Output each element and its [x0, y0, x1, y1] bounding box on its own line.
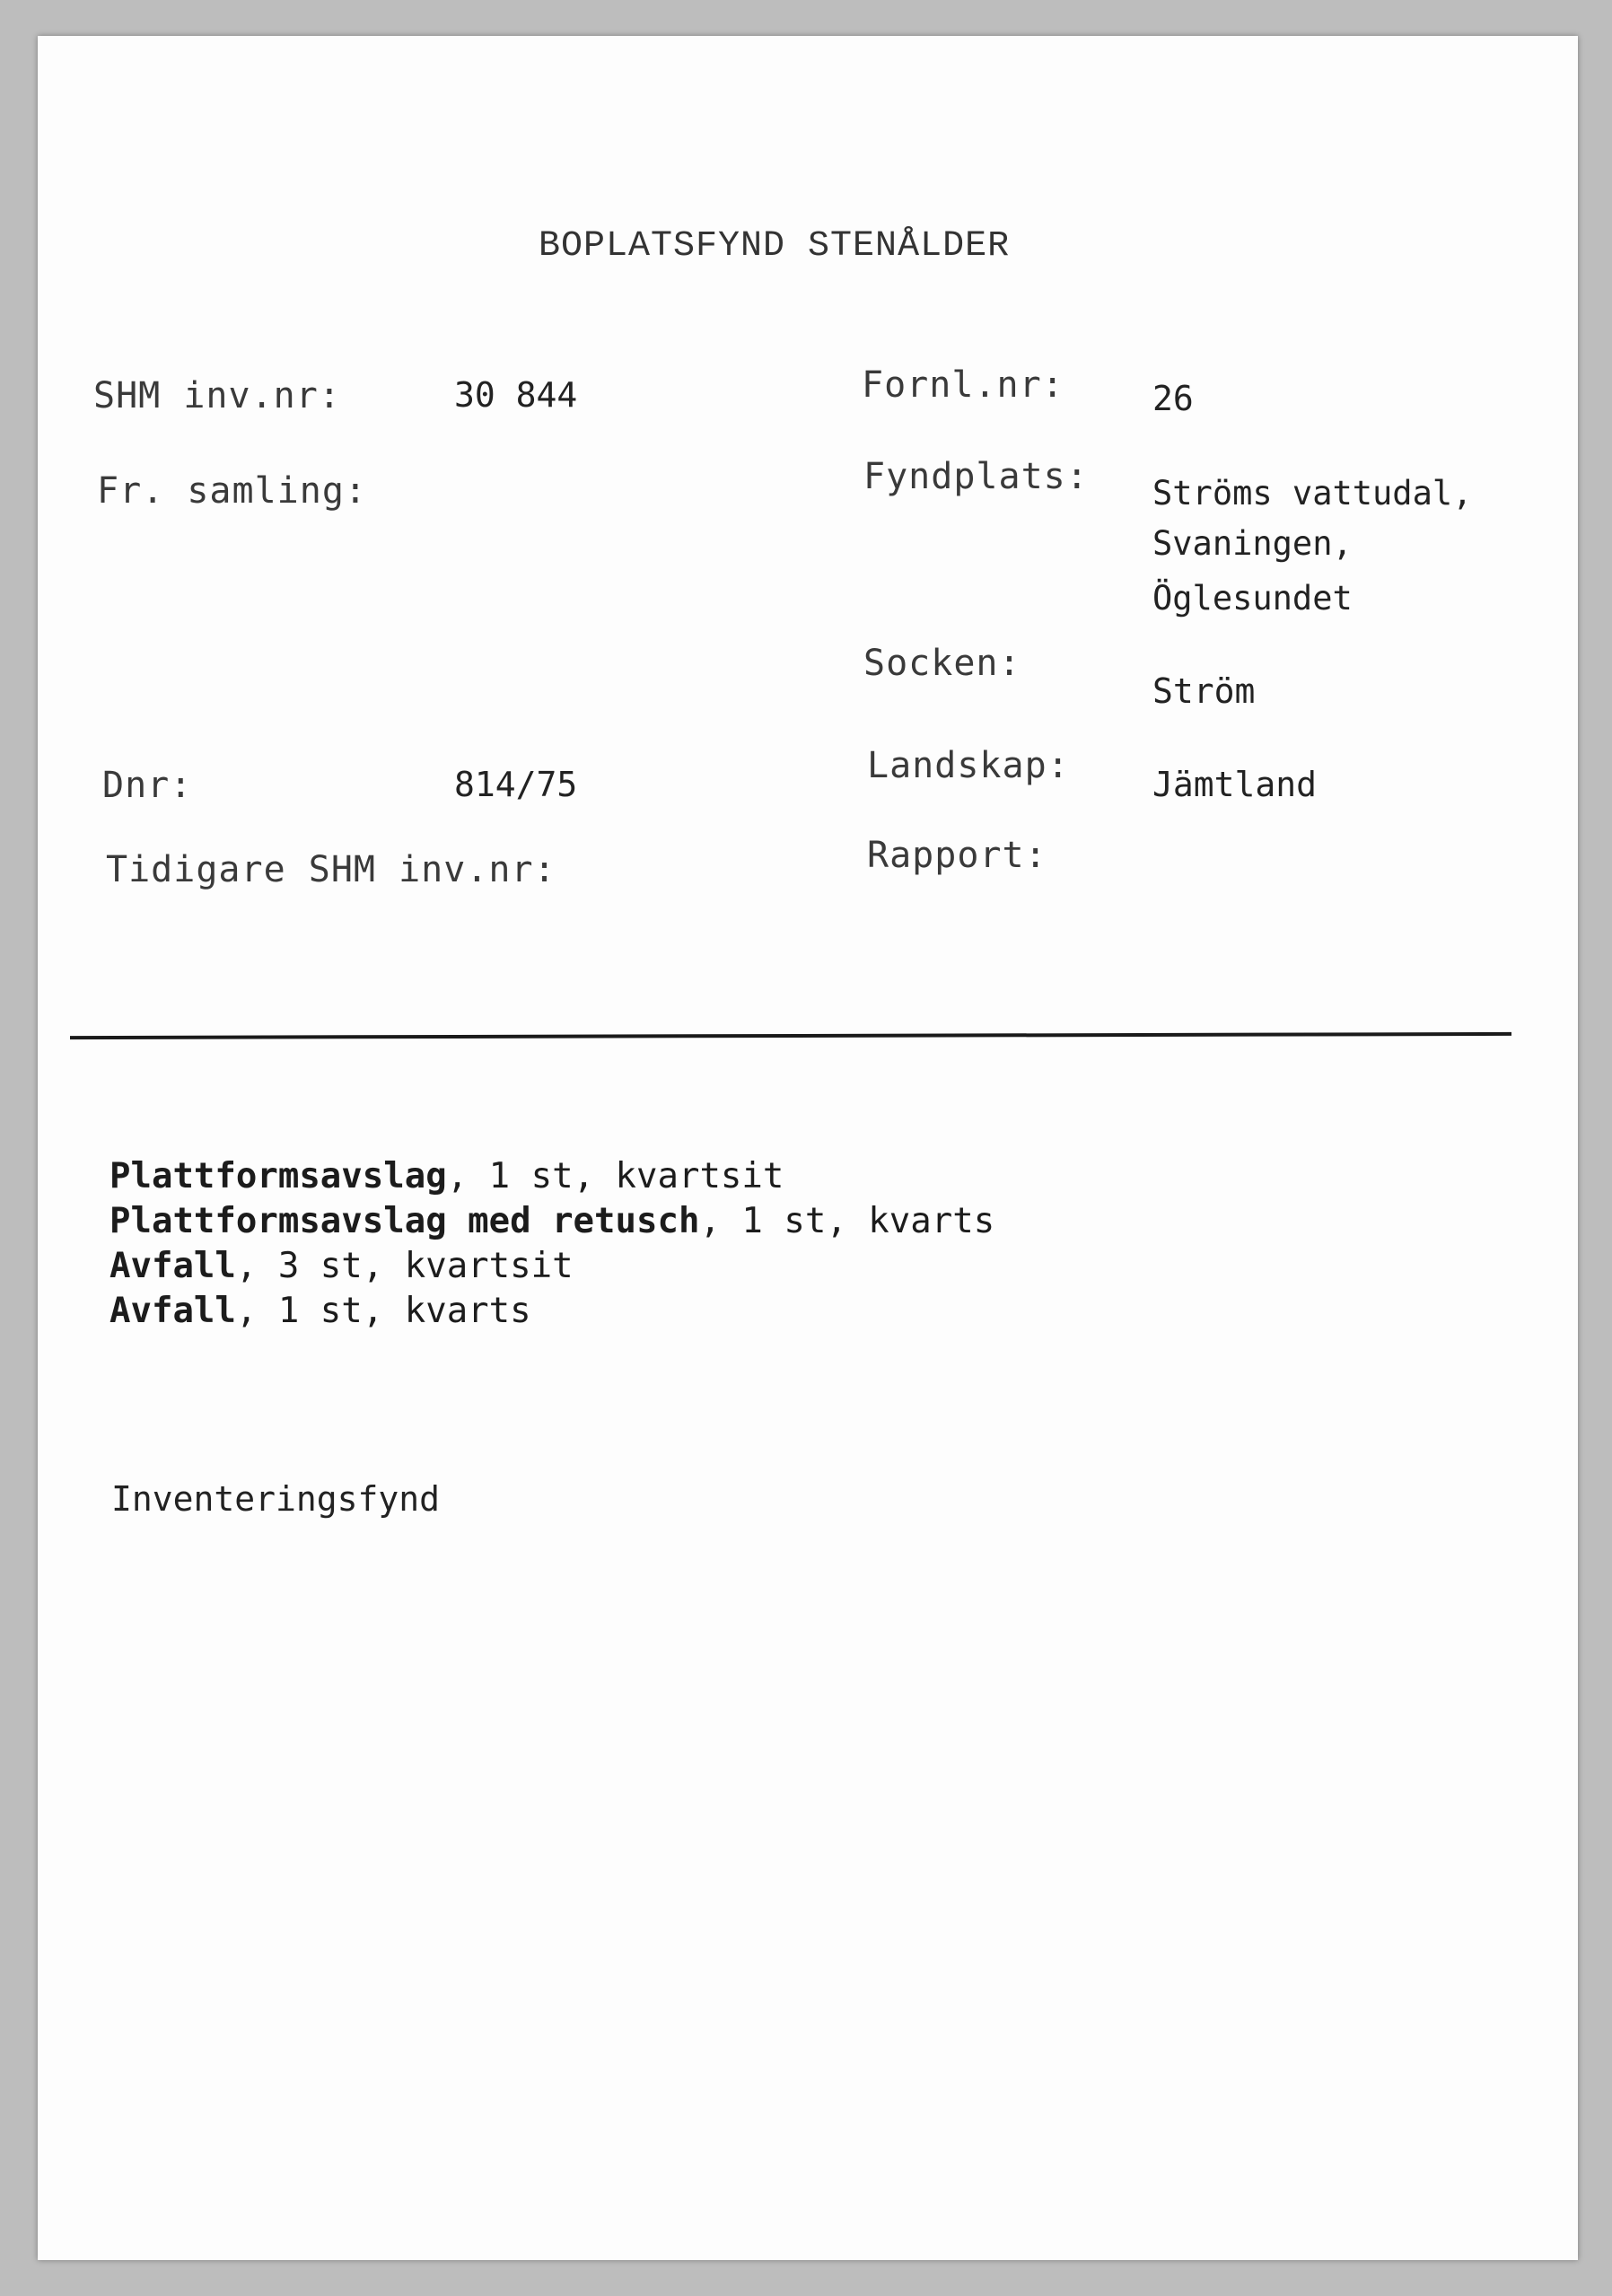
rapport-label: Rapport: — [867, 835, 1047, 876]
shm-inv-label: SHM inv.nr: — [93, 375, 341, 416]
fyndplats-line-2: Svaningen, — [1152, 524, 1353, 563]
find-name: Plattformsavslag med retusch — [110, 1201, 700, 1241]
fyndplats-line-1: Ströms vattudal, — [1152, 474, 1473, 513]
find-details: , 1 st, kvarts — [699, 1201, 995, 1241]
find-item — [110, 1291, 531, 1331]
dnr-label: Dnr: — [102, 765, 193, 806]
card-title: BOPLATSFYND STENÅLDER — [539, 226, 1011, 267]
fr-samling-label: Fr. samling: — [97, 470, 367, 512]
landskap-label: Landskap: — [867, 745, 1070, 786]
find-details: , 1 st, kvartsit — [446, 1156, 784, 1196]
find-item — [110, 1246, 574, 1286]
fornl-label: Fornl.nr: — [862, 364, 1064, 406]
socken-label: Socken: — [863, 643, 1021, 684]
find-name: Plattformsavslag — [110, 1156, 447, 1196]
inventory-note: Inventeringsfynd — [111, 1479, 441, 1519]
find-item — [110, 1156, 784, 1196]
tidigare-shm-label: Tidigare SHM inv.nr: — [106, 849, 556, 890]
find-details: , 1 st, kvarts — [235, 1291, 531, 1331]
find-name: Avfall — [110, 1291, 236, 1331]
dnr-value: 814/75 — [454, 765, 578, 804]
shm-inv-value: 30 844 — [454, 375, 578, 415]
find-item — [110, 1201, 994, 1241]
fornl-value: 26 — [1152, 379, 1194, 418]
socken-value: Ström — [1152, 671, 1256, 711]
find-name: Avfall — [110, 1246, 236, 1286]
find-details: , 3 st, kvartsit — [235, 1246, 574, 1286]
fyndplats-label: Fyndplats: — [863, 456, 1089, 497]
catalog-card — [38, 36, 1578, 2260]
landskap-value: Jämtland — [1152, 765, 1318, 804]
fyndplats-line-3: Öglesundet — [1152, 579, 1353, 618]
